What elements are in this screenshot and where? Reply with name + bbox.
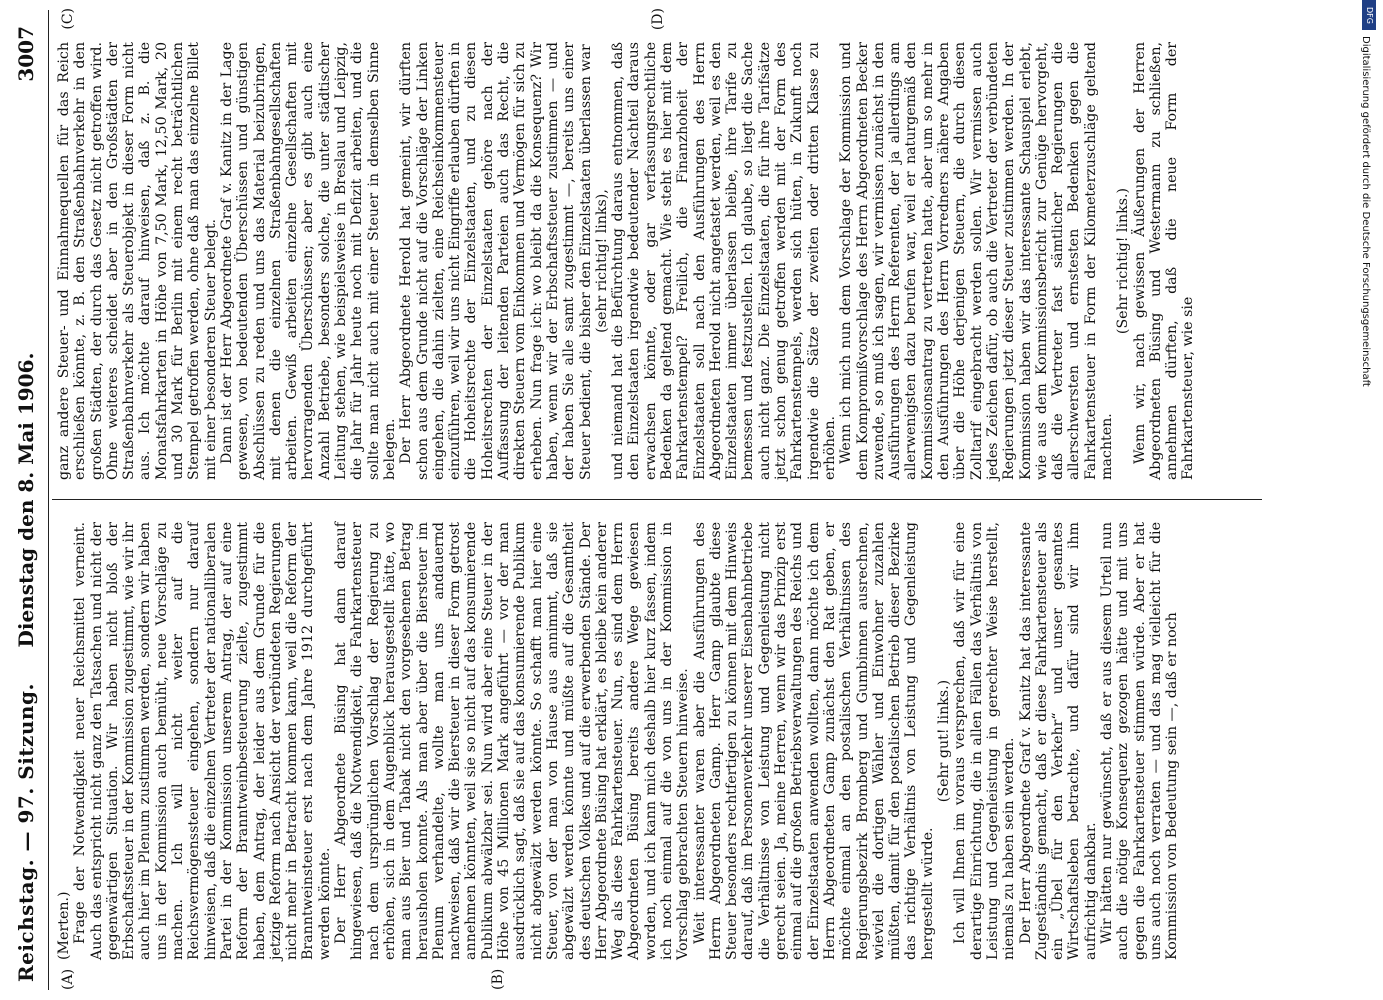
column-divider [52, 499, 1262, 500]
margin-mark-b: (B) [490, 968, 506, 990]
paragraph: ganz andere Steuer- und Einnahmequellen für das Reich erschließen könnte, z. B. den Straßenbahnverkehr in den großen Städten, der durch das Gesetz nicht getroffen wird. Ohne weiteres scheidet aber in den Großstädten der Straßenbahnverkehr als Steuerobjekt in dieser Form nicht aus. Ich möchte darauf hinweisen, daß z. B. die Monatsfahrkarten in Höhe von 7,50 Mark, 12,50 Mark, 20 und 30 Mark für Berlin mit einem recht beträchtlichen Stempel getroffen werden, ohne daß man das einzelne Billet mit einer besonderen Steuer belegt. [56, 42, 219, 480]
paragraph: Frage der Notwendigkeit neuer Reichsmittel verneint. Auch das entspricht nicht ganz den Tatsachen und nicht der gegenwärtigen Situation. Wir haben nicht bloß der Erbschaftssteuer in der Kommission zugestimmt, wie wir ihr auch hier im Plenum zustimmen werden, sondern wir haben uns in der Kommission auch bemüht, neue Vorschläge zu machen. Ich will nicht weiter auf die Reichsvermögenssteuer eingehen, sondern nur darauf hinweisen, daß die einzelnen Vertreter der nationalliberalen Partei in der Kommission unserem Antrag, der auf eine Reform der Branntweinbesteuerung zielte, zugestimmt haben, dem Antrag, der leider aus dem Grunde für die jetzige Reform nach Ansicht der verbündeten Regierungen nicht mehr in Betracht kommen kann, weil die Reform der Branntweinsteuer erst nach dem Jahre 1912 durchgeführt werden könnte. [72, 522, 333, 960]
right-column [56, 42, 1197, 480]
margin-mark-c: (C) [60, 8, 76, 30]
left-column [56, 522, 1180, 960]
paragraph: und niemand hat die Befürchtung daraus entnommen, daß den Einzelstaaten irgendwie bedeutender Nachteil daraus erwachsen könnte, oder gar verfassungsrechtliche Bedenken da geltend gemacht. Wie steht es hier mit dem Fahrkartenstempel? Freilich, die Finanzhoheit der Einzelstaaten soll nach den Ausführungen des Herrn Abgeordneten Herold nicht angetastet werden, weil es den Einzelstaaten immer überlassen bleibe, ihre Tarife zu bemessen und festzustellen. Ich glaube, so liegt die Sache auch nicht ganz. Die Einzelstaaten, die für ihre Tarifsätze jetzt schon genug getroffen werden mit der Form des Fahrkartenstempels, werden sich hüten, in Zukunft noch irgendwie die Sätze der zweiten oder dritten Klasse zu erhöhen. [610, 42, 838, 480]
applause-note: (sehr richtig! links), [593, 189, 610, 333]
paragraph: Wir hätten nur gewünscht, daß er aus diesem Urteil nun auch die nötige Konsequenz gezogen hätte und mit uns gegen die Fahrkartensteuer stimmen würde. Aber er hat uns auch noch verraten — und das mag vielleicht für die Kommission von Bedeutung sein —, daß er noch [1099, 522, 1181, 960]
digitization-credit-strip [1356, 0, 1383, 1000]
paragraph: Der Herr Abgeordnete Graf v. Kanitz hat das interessante Zugeständnis gemacht, daß er diese Fahrkartensteuer als ein „Übel für den Verkehr“ und unser gesamtes Wirtschaftsleben betrachte, und dafür sind wir ihm aufrichtig dankbar. [1017, 522, 1099, 960]
paragraph: Weit interessanter waren aber die Ausführungen des Herrn Abgeordneten Gamp. Herr Gamp glaubte diese Steuer besonders rechtfertigen zu können mit dem Hinweis darauf, daß im Personenverkehr unserer Eisenbahnbetriebe die Verhältnisse von Leistung und Gegenleistung nicht gerecht seien. Ja, meine Herren, wenn wir das Prinzip erst einmal auf die großen Betriebsverwaltungen des Reichs und der Einzelstaaten anwenden wollten, dann möchte ich dem Herrn Abgeordneten Gamp zunächst den Rat geben, er möchte einmal an den postalischen Verhältnissen des Regierungsbezirk Bromberg und Gumbinnen ausrechnen, wieviel die dortigen Wähler und Einwohner zuzahlen müßten, damit für den postalischen Betrieb dieser Bezirke das richtige Verhältnis von Leistung und Gegenleistung hergestellt würde. [691, 522, 936, 960]
paragraph: Wenn wir, nach gewissen Äußerungen der Herren Abgeordneten Büsing und Westermann zu schließen, annehmen dürften, daß die neue Form der Fahrkartensteuer, wie sie [1131, 42, 1197, 480]
header-rule [48, 10, 49, 990]
dfg-logo: DFG [1362, 0, 1376, 30]
paragraph: Der Herr Abgeordnete Herold hat gemeint, wir dürften schon aus dem Grunde nicht auf die Vorschläge der Linken eingehen, die dahin zielten, eine Reichseinkommensteuer einzuführen, weil wir uns nicht Eingriffe erlauben dürften in die Hoheitsrechte der Einzelstaaten, und zu diesen Hoheitsrechten der Einzelstaaten gehöre nach der Auffassung der leitenden Parteien auch das Recht, die direkten Steuern vom Einkommen und Vermögen für sich zu erheben. Nun frage ich: wo bleibt da die Konsequenz? Wir haben, wenn wir der Erbschaftssteuer zustimmen — und der haben Sie alle samt zugestimmt —, bereits uns einer Steuer bedient, die bisher den Einzelstaaten überlassen war [398, 42, 594, 480]
page-number: 3007 [14, 26, 38, 82]
paragraph: Der Herr Abgeordnete Büsing hat dann darauf hingewiesen, daß die Notwendigkeit, die Fahrkartensteuer nach dem ursprünglichen Vorschlag der Regierung zu erhöhen, sich in dem Augenblick herausgestellt hätte, wo man aus Bier und Tabak nicht den vorgesehenen Betrag herausholen konnte. Als man aber über die Biersteuer im Plenum verhandelte, wollte man uns andauernd nachweisen, daß wir die Biersteuer in dieser Form getrost annehmen könnten, weil sie so nicht auf das konsumierende Publikum abwälzbar sei. Nun wird aber eine Steuer in der Höhe von 45 Millionen Mark angeführt — vor der man ausdrücklich sagt, daß sie auf das konsumierende Publikum nicht abgewälzt werden könnte. So schafft man hier eine Steuer, von der man von Hause aus annimmt, daß sie abgewälzt werden könnte und müßte auf die Gesamtheit des deutschen Volkes und auf die erwerbenden Stände. Der Herr Abgeordnete Büsing hat erklärt, es bleibe kein anderer Weg als diese Fahrkartensteuer. Nun, es sind dem Herrn Abgeordneten Büsing bereits andere Wege gewiesen worden, und ich kann mich deshalb hier kurz fassen, indem ich noch einmal auf die von uns in der Kommission in Vorschlag gebrachten Steuern hinweise. [333, 522, 692, 960]
margin-mark-d: (D) [650, 8, 666, 31]
applause-note: (Sehr gut! links.) [936, 679, 953, 803]
margin-mark-a: (A) [60, 968, 76, 990]
speaker-name: (Merten.) [56, 891, 72, 960]
applause-note: (Sehr richtig! links.) [1115, 187, 1132, 335]
paragraph: Wenn ich mich nun dem Vorschlage der Kommission und dem Kompromißvorschlage des Herrn Abgeordneten Becker zuwende, so muß ich sagen, wir vermissen zunächst in den Ausführungen des Herrn Referenten, der ja allerdings am allerwenigsten dazu berufen war, weil er naturgemäß den Kommissionsantrag zu vertreten hatte, aber um so mehr in den Ausführungen des Herrn Vorredners nähere Angaben über die Höhe derjenigen Steuern, die durch diesen Zolltarif eingebracht werden sollen. Wir vermissen auch jedes Zeichen dafür, ob auch die Vertreter der verbündeten Regierungen jetzt dieser Steuer zustimmen werden. In der Kommission haben wir das interessante Schauspiel erlebt, wie aus dem Kommissionsbericht zur Genüge hervorgeht, daß die Vertreter fast sämtlicher Regierungen die allerschwersten und ernstesten Bedenken gegen die Fahrkartensteuer in Form der Kilometerzuschläge geltend machten. [838, 42, 1115, 480]
paragraph: Ich will Ihnen im voraus versprechen, daß wir für eine derartige Einrichtung, die in allen Fällen das Verhältnis von Leistung und Gegenleistung in gerechter Weise herstellt, niemals zu haben sein werden. [952, 522, 1018, 960]
running-header [0, 0, 46, 1000]
header-left: Reichstag. — 97. Sitzung. [14, 683, 38, 982]
header-date: Dienstag den 8. Mai 1906. [14, 352, 38, 648]
digitization-credit: Digitalisierung gefördert durch die Deutsche Forschungsgemeinschaft [1360, 36, 1371, 387]
paragraph: Dann ist der Herr Abgeordnete Graf v. Kanitz in der Lage gewesen, von bedeutenden Überschüssen und günstigen Abschlüssen zu reden und uns das Material beizubringen, mit denen die einzelnen Straßenbahngesellschaften arbeiten. Gewiß arbeiten einzelne Gesellschaften mit hervorragenden Überschüssen; aber es gibt auch eine Anzahl Betriebe, besonders solche, die unter städtischer Leitung stehen, wie beispielsweise in Breslau und Leipzig, die Jahr für Jahr heute noch mit Defizit arbeiten, und die sollte man nicht auch mit einer Steuer in demselben Sinne belegen. [218, 42, 398, 480]
